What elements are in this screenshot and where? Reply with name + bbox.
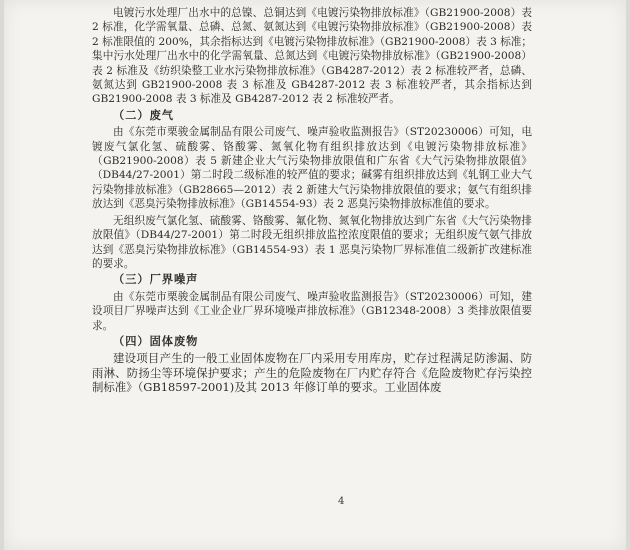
paragraph-solid-waste: 建设项目产生的一般工业固体废物在厂内采用专用库房，贮存过程满足防渗漏、防雨淋、防扬尘等环境保护要求；产生的危险废物在厂内贮存符合《危险废物贮存污染控制标准》（GB18597-2001)及其 2013 年修订单的要求。工业固体废: [92, 351, 532, 395]
section-heading-boundary-noise: （三）厂界噪声: [113, 273, 199, 287]
section-heading-exhaust-gas: （二）废气: [113, 108, 174, 122]
paragraph-noise-standards: 由《东莞市栗骏金属制品有限公司废气、噪声验收监测报告》（ST20230006）可知，建设项目厂界噪声达到《工业企业厂界环境噪声排放标准》（GB12348-2008）3 类排放限值要求。: [92, 290, 532, 332]
paragraph-organized-emissions: 由《东莞市栗骏金属制品有限公司废气、噪声验收监测报告》（ST20230006）可知，电镀废气氯化氢、硫酸雾、铬酸雾、氮氧化物有组织排放达到《电镀污染物排放标准》（GB21900-2008）表 5 新建企业大气污染物排放限值和广东省《大气污染物排放限值》（DB44/27-2001）第二时段二级标准的较严值的要求；碱雾有组织排放达到《轧钢工业大气污染物排放标准》（GB28665—2012）表 2 新建大气污染物排放限值的要求；氨气有组织排放达到《恶臭污染物排放标准》（GB14554-93）表 2 恶臭污染物排放标准值的要求。: [92, 126, 532, 211]
section-heading-solid-waste: （四）固体废物: [113, 334, 199, 348]
paragraph-unorganized-emissions: 无组织废气氯化氢、硫酸雾、铬酸雾、氟化物、氮氧化物排放达到广东省《大气污染物排放限值》（DB44/27-2001）第二时段无组织排放监控浓度限值的要求；无组织废气氨气排放达到《恶臭污染物排放标准》（GB14554-93）表 1 恶臭污染物厂界标准值二级新扩改建标准的要求。: [92, 214, 532, 270]
paragraph-wastewater-standards: 电镀污水处理厂出水中的总镍、总铜达到《电镀污染物排放标准》（GB21900-2008）表 2 标准，化学需氧量、总磷、总氮、氨氮达到《电镀污染物排放标准》（GB21900-2008）表 2 标准限值的 200%，其余指标达到《电镀污染物排放标准》（GB21900-2008）表 3 标准；集中污水处理厂出水中的化学需氧量、总氮达到《电镀污染物排放标准》（GB21900-2008）表 2 标准及《纺织染整工业水污染物排放标准》（GB4287-2012）表 2 标准较严者，总磷、氨氮达到 GB21900-2008 表 3 标准及 GB4287-2012 表 3 标准较严者，其余指标达到 GB21900-2008 表 3 标准及 GB4287-2012 表 2 标准较严者。: [92, 7, 532, 106]
page-number: 4: [338, 496, 345, 507]
document-body: [92, 6, 532, 397]
document-page: [4, 0, 626, 550]
